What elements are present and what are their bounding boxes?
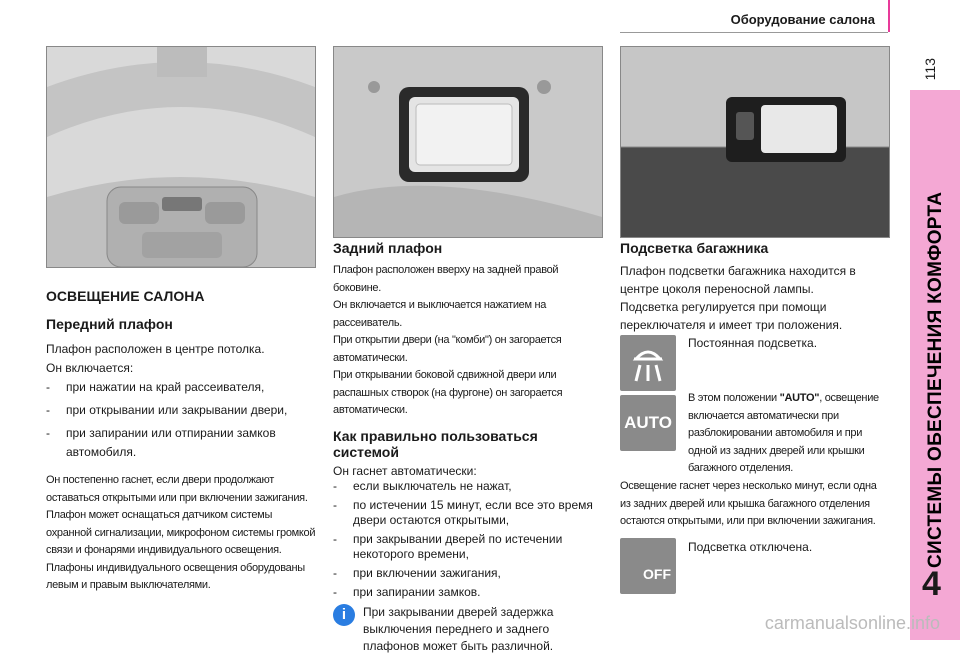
column-front-light xyxy=(46,288,316,595)
rear-light-note-4: При открывании боковой сдвижной двери или распашных створок (на фургоне) он загорается автоматически. xyxy=(333,369,563,416)
off-label: OFF xyxy=(643,566,671,582)
front-light-note-3: Плафоны индивидуального освещения оборудованы левым и правым выключателями. xyxy=(46,561,305,591)
auto-label: AUTO xyxy=(624,413,672,432)
rear-light-illustration xyxy=(334,47,602,237)
lamp-off-icon xyxy=(620,538,676,594)
front-light-location: Плафон расположен в центре потолка. xyxy=(46,342,265,356)
boot-light-note: Освещение гаснет через несколько минут, если одна из задних дверей или крышка багажного отделения остаются открытыми, или при включении зажигания. xyxy=(620,480,877,527)
page-number: 113 xyxy=(922,58,938,81)
chapter-number: 4 xyxy=(922,565,941,603)
chapter-tab-label: СИСТЕМЫ ОБЕСПЕЧЕНИЯ КОМФОРТА xyxy=(925,191,946,569)
rear-light-photo xyxy=(333,46,603,238)
front-light-heading: Передний плафон xyxy=(46,316,173,332)
header-accent xyxy=(888,0,890,32)
list-item: - при запирании замков. xyxy=(333,584,481,599)
list-item: - при нажатии на край рассеивателя, xyxy=(46,380,265,394)
section-title: ОСВЕЩЕНИЕ САЛОНА xyxy=(46,288,205,304)
front-light-activation-intro: Он включается: xyxy=(46,361,134,375)
auto-off-intro: Он гаснет автоматически: xyxy=(333,463,477,478)
info-icon: i xyxy=(333,604,355,626)
list-item: - при закрывании дверей по истечении некоторого времени, xyxy=(333,531,563,561)
rear-light-note-1: Плафон расположен вверху на задней правой боковине. xyxy=(333,264,559,294)
boot-light-illustration xyxy=(621,47,889,237)
front-ceiling-light-illustration xyxy=(47,47,315,267)
list-item: - при включении зажигания, xyxy=(333,565,501,580)
column-boot-light xyxy=(620,240,888,334)
mode-off-text: Подсветка отключена. xyxy=(688,540,813,554)
rear-light-note-3: При открытии двери (на "комби") он загорается автоматически. xyxy=(333,334,562,364)
chapter-tab xyxy=(910,90,960,640)
lamp-on-icon xyxy=(620,335,676,391)
list-item: - если выключатель не нажат, xyxy=(333,478,512,493)
mode-auto-text: В этом положении "AUTO", освещение включается автоматически при разблокировании автомобиля и при одной из задних дверей или крышки багажного отделения. xyxy=(688,392,879,474)
boot-light-modes-intro: Подсветка регулируется при помощи переключателя и имеет три положения. xyxy=(620,300,843,332)
info-note-text: При закрывании дверей задержка выключения переднего и заднего плафонов может быть различной. xyxy=(363,604,554,653)
usage-heading: Как правильно пользоваться системой xyxy=(333,427,538,460)
front-ceiling-light-photo xyxy=(46,46,316,268)
boot-light-heading: Подсветка багажника xyxy=(620,240,769,256)
info-note xyxy=(333,604,605,655)
lamp-auto-icon xyxy=(620,395,676,451)
front-light-note-2: Плафон может оснащаться датчиком системы охранной сигнализации, микрофоном системы громкой связи и фонарями индивидуального освещения. xyxy=(46,509,316,556)
list-item: - по истечении 15 минут, если все это время двери остаются открытыми, xyxy=(333,497,593,527)
watermark: carmanualsonline.info xyxy=(764,613,940,633)
boot-light-location: Плафон подсветки багажника находится в центре цоколя переносной лампы. xyxy=(620,264,856,296)
header-rule xyxy=(620,32,888,33)
front-light-note-1: Он постепенно гаснет, если двери продолжают оставаться открытыми или при включении зажигания. xyxy=(46,474,308,504)
list-item: - при открывании или закрывании двери, xyxy=(46,403,288,417)
boot-light-photo xyxy=(620,46,890,238)
column-rear-light xyxy=(333,240,605,655)
mode-constant-text: Постоянная подсветка. xyxy=(688,336,818,350)
rear-light-heading: Задний плафон xyxy=(333,240,443,256)
list-item: - при запирании или отпирании замков автомобиля. xyxy=(46,426,276,459)
header-title: Оборудование салона xyxy=(730,12,875,27)
rear-light-note-2: Он включается и выключается нажатием на рассеиватель. xyxy=(333,299,547,329)
